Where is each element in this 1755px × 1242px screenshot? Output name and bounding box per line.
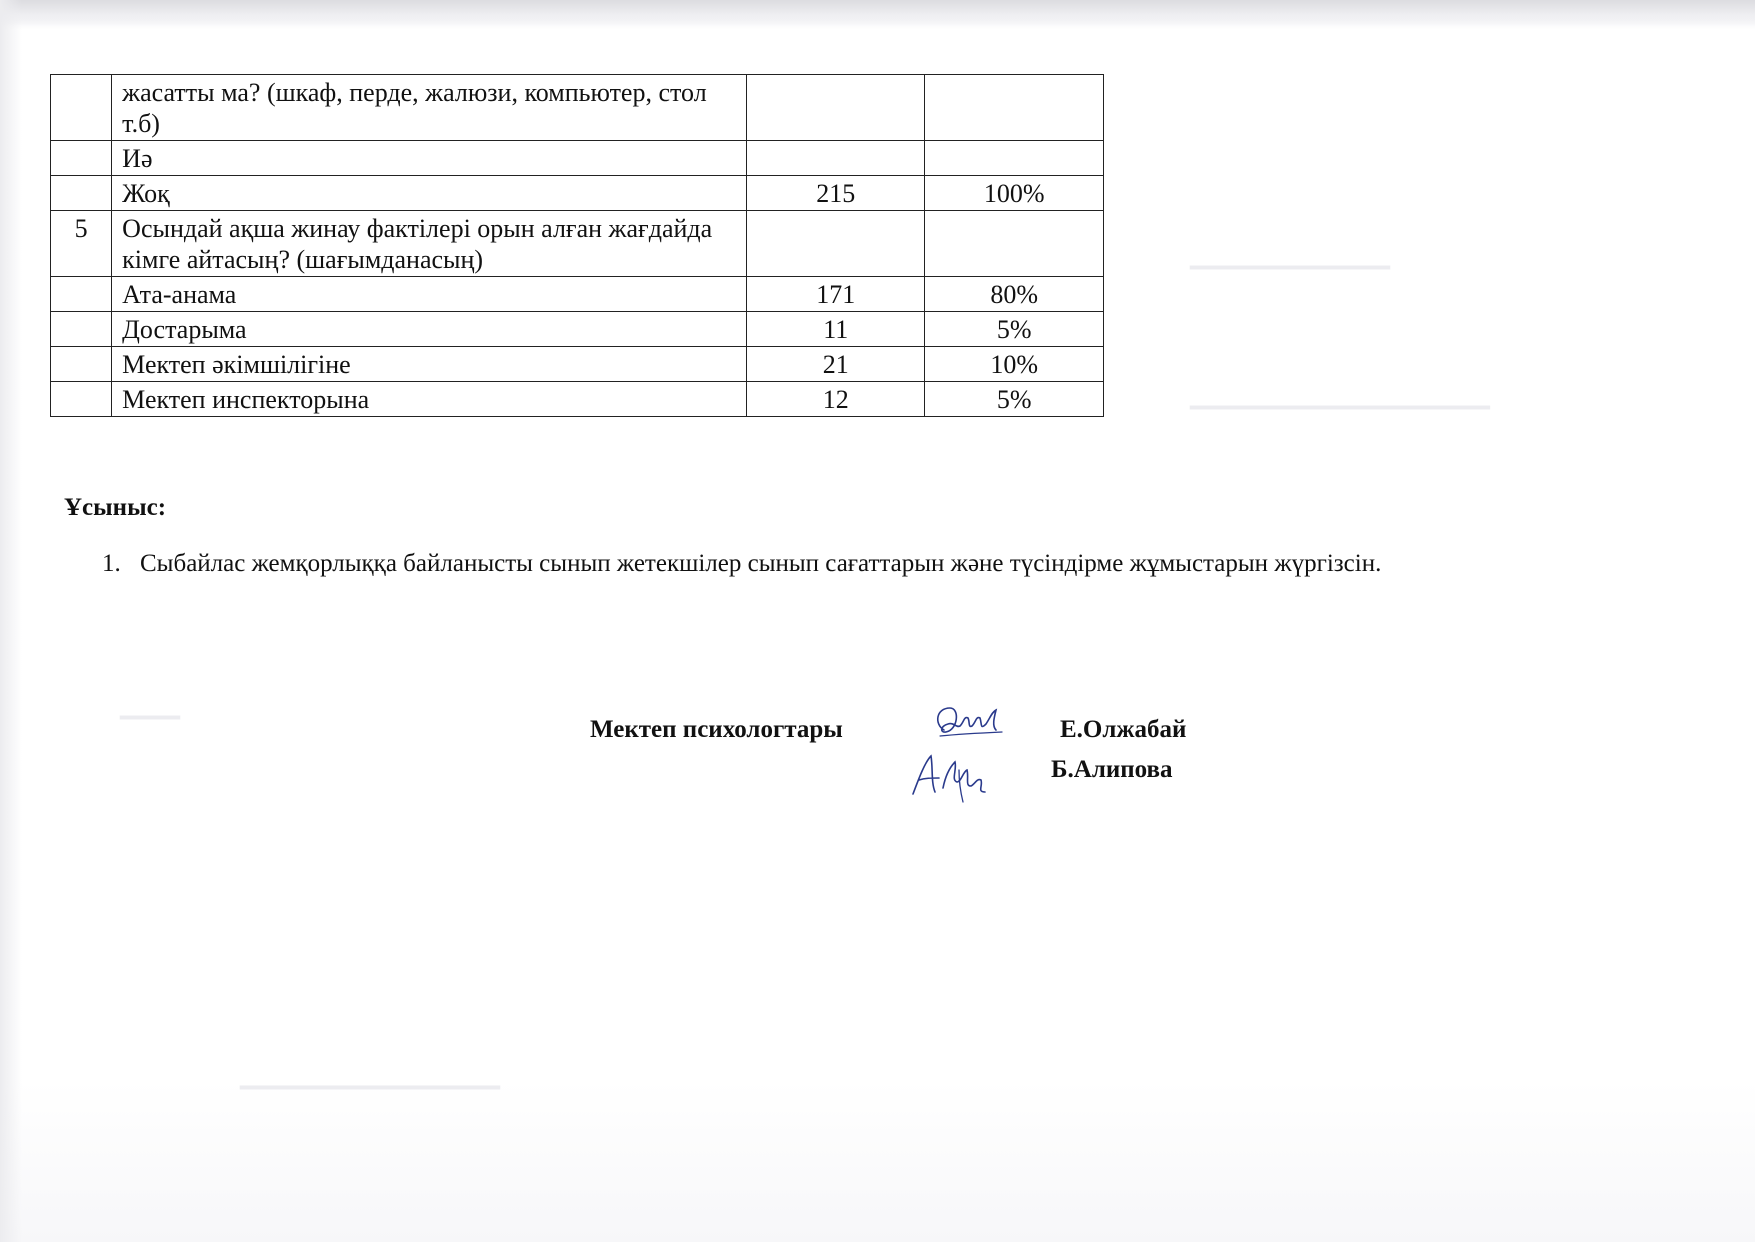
table-cell-count [746,75,925,141]
signatory-name-2: Б.Алипова [1051,756,1173,783]
table-cell-number [51,312,112,347]
table-cell-text: Жоқ [112,176,747,211]
handwritten-signature-1 [930,700,1010,746]
table-cell-count: 21 [746,347,925,382]
show-through-artifact: ▁▁▁▁▁▁▁▁▁▁▁▁▁ [240,1060,500,1089]
table-cell-number [51,141,112,176]
table-cell-number: 5 [51,211,112,277]
table-row [51,382,1104,417]
table-cell-percent [925,141,1104,176]
signatory-role: Мектеп психологтары [590,716,843,743]
table-cell-number [51,277,112,312]
table-cell-percent: 80% [925,277,1104,312]
table-row [51,141,1104,176]
show-through-artifact: ▁▁▁ [120,690,180,719]
survey-results-table [50,74,1104,417]
table-cell-percent: 5% [925,312,1104,347]
table-cell-number [51,382,112,417]
recommendation-heading: Ұсыныс: [64,494,167,521]
list-item-marker: 1. [102,550,121,577]
table-cell-text: Достарыма [112,312,747,347]
scan-edge-left [0,0,22,1242]
signatory-name-1: Е.Олжабай [1060,716,1187,743]
table-cell-percent: 100% [925,176,1104,211]
table-cell-percent: 5% [925,382,1104,417]
table-cell-percent [925,75,1104,141]
table-cell-text: Мектеп әкімшілігіне [112,347,747,382]
table-row [51,211,1104,277]
recommendation-list [102,550,1381,578]
handwritten-signature-2 [905,748,995,806]
show-through-artifact: ▁▁▁▁▁▁▁▁▁▁▁▁▁▁▁ [1190,380,1490,409]
table-cell-count: 215 [746,176,925,211]
table-cell-number [51,176,112,211]
table-cell-text: Ата-анама [112,277,747,312]
table-cell-count: 171 [746,277,925,312]
table-cell-number [51,347,112,382]
table-row [51,176,1104,211]
table-cell-count: 11 [746,312,925,347]
table-cell-count: 12 [746,382,925,417]
table-row [51,347,1104,382]
scan-edge-top [0,0,1755,26]
table-cell-percent: 10% [925,347,1104,382]
table-row [51,75,1104,141]
show-through-artifact: ▁▁▁▁▁▁▁▁▁▁ [1190,240,1390,269]
table-cell-count [746,211,925,277]
table-cell-text: Иә [112,141,747,176]
table-cell-text: Осындай ақша жинау фактілері орын алған жағдайда кімге айтасың? (шағымданасың) [112,211,747,277]
table-cell-text: жасатты ма? (шкаф, перде, жалюзи, компьютер, стол т.б) [112,75,747,141]
list-item-text: Сыбайлас жемқорлыққа байланысты сынып жетекшілер сынып сағаттарын және түсіндірме жұмыстарын жүргізсін. [140,550,1382,577]
table-cell-count [746,141,925,176]
table-row [51,277,1104,312]
table-cell-percent [925,211,1104,277]
table-cell-text: Мектеп инспекторына [112,382,747,417]
list-item [102,550,1381,578]
table-cell-number [51,75,112,141]
table-row [51,312,1104,347]
